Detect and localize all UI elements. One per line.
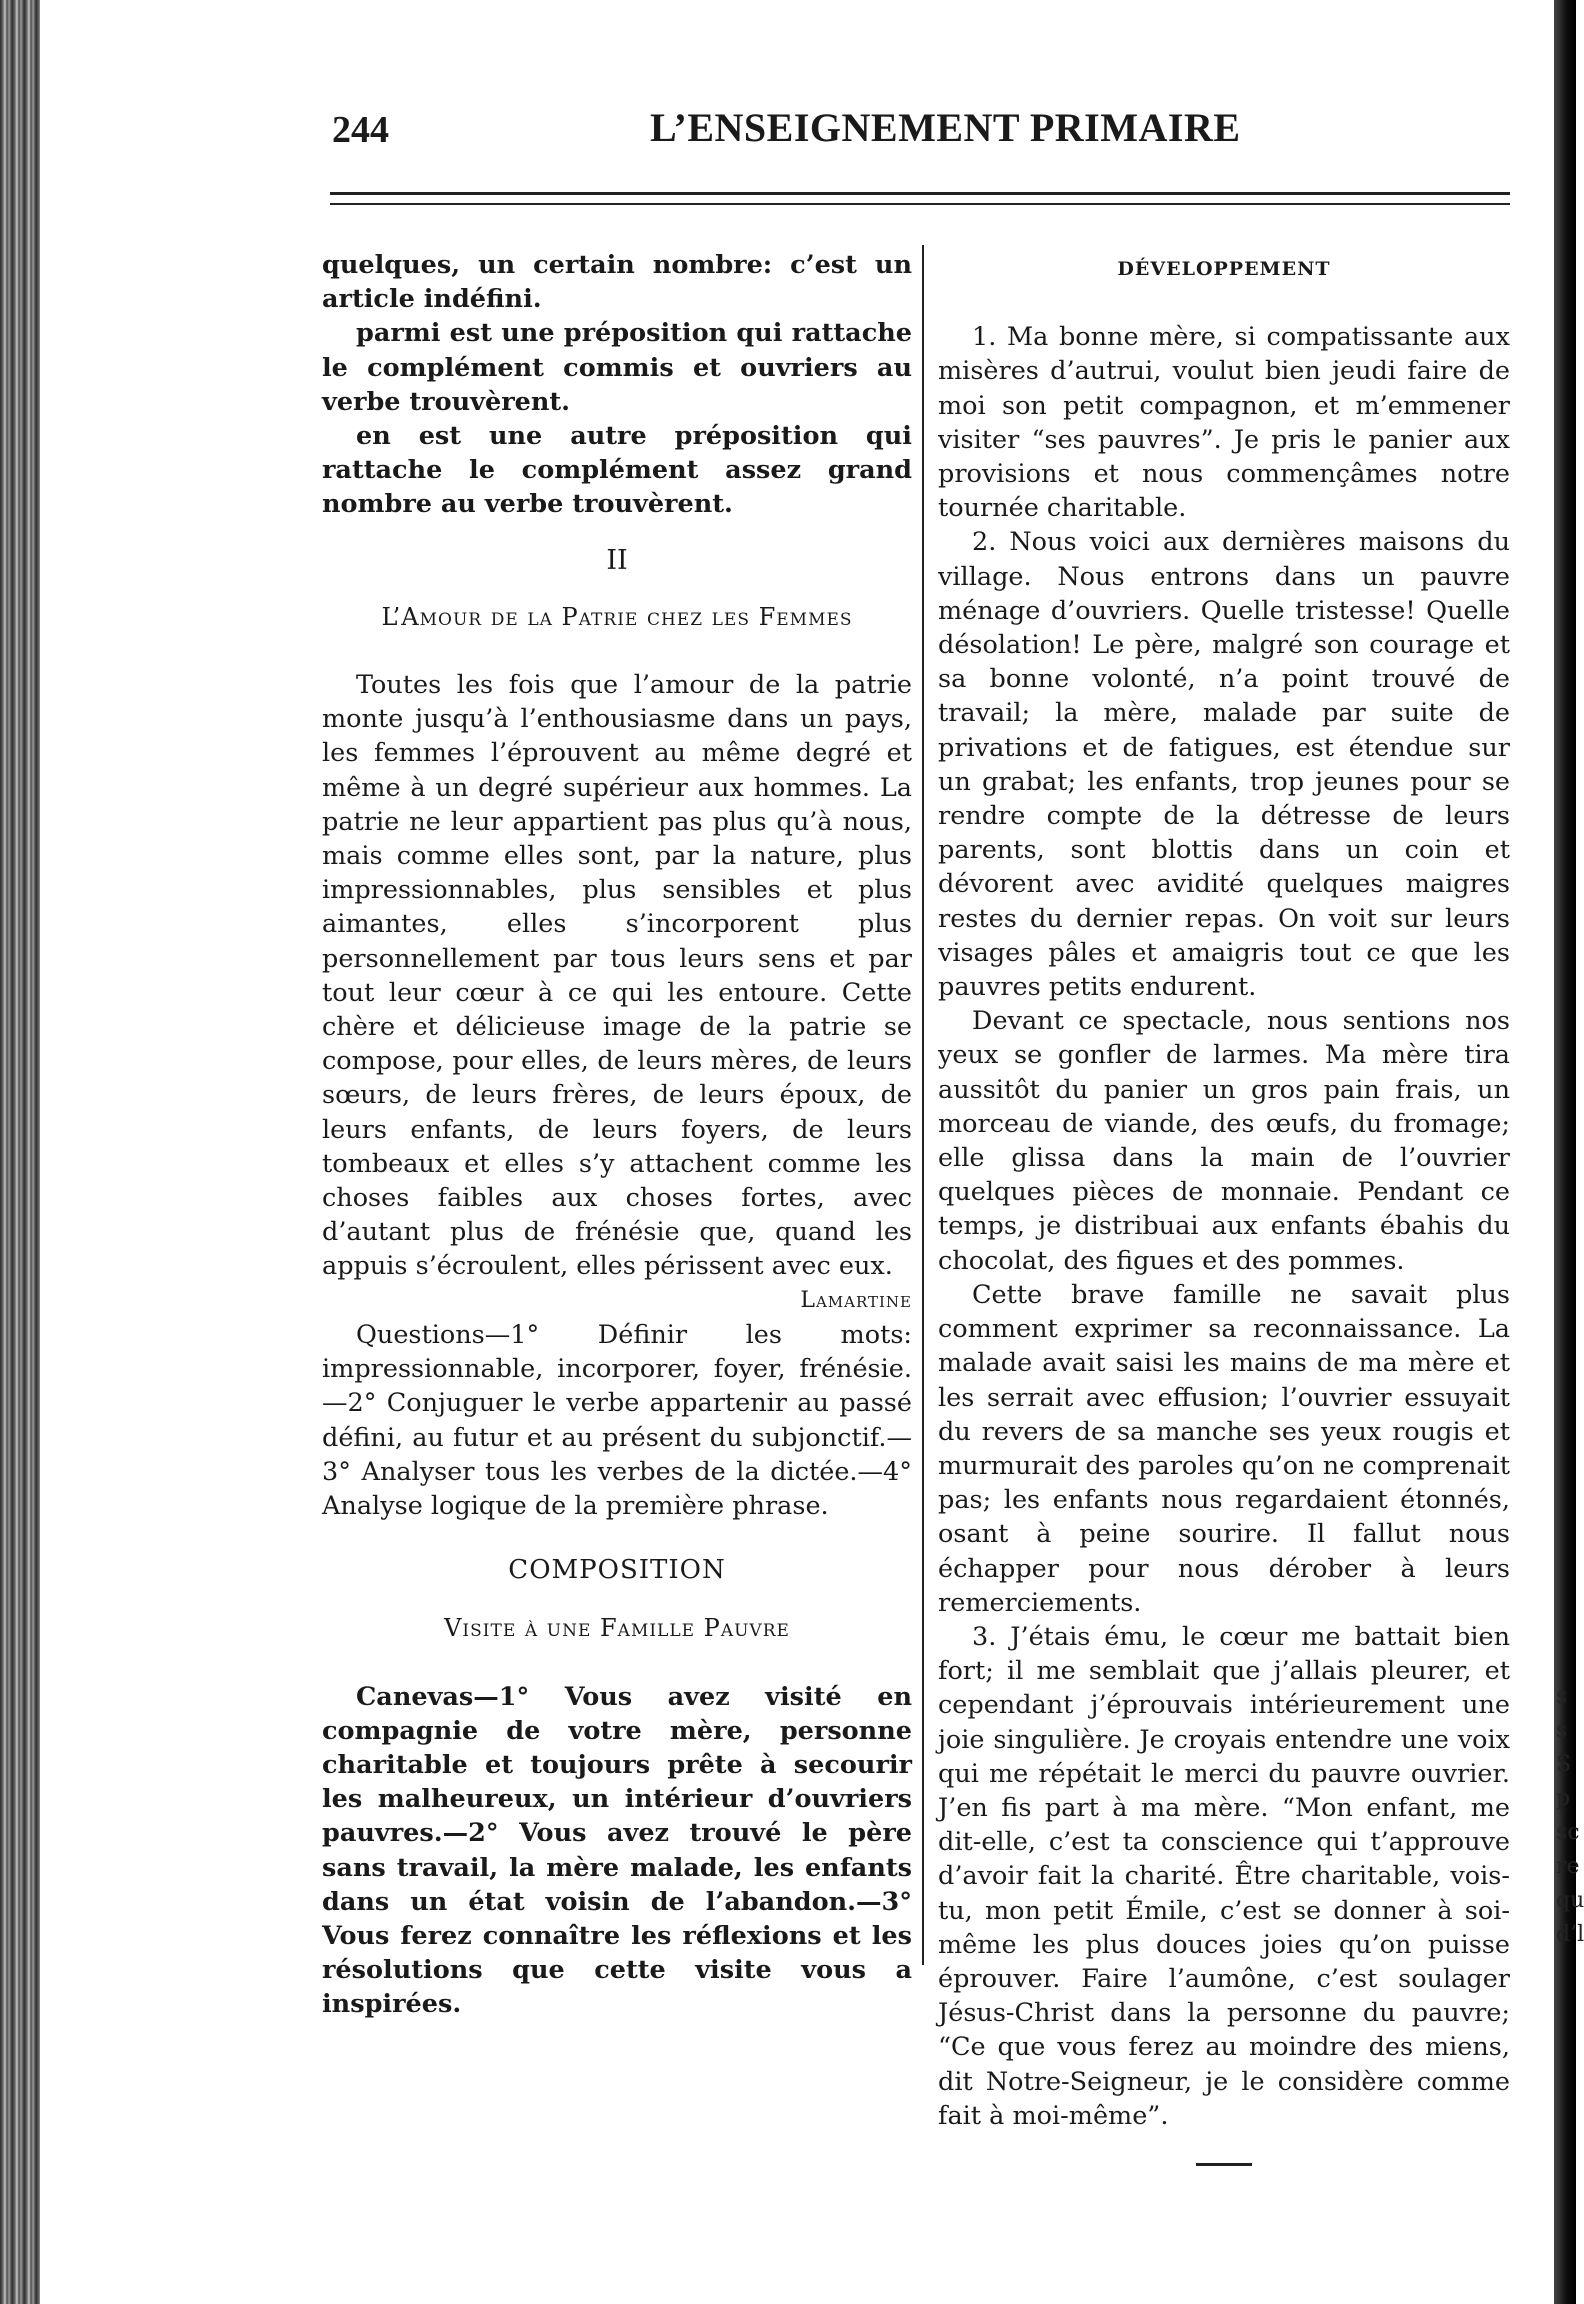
edge-fragment: s — [1556, 1718, 1568, 1743]
right-column — [938, 248, 1510, 2166]
grammar-note-en: en est une autre préposition qui rattache le complément assez grand nombre au verbe trouvèrent. — [322, 421, 912, 520]
header-rule-thin — [330, 203, 1510, 205]
header-rule-thick — [330, 192, 1510, 195]
developpement-paragraph-1: 1. Ma bonne mère, si compatissante aux misères d’autrui, voulut bien jeudi faire de moi son petit compagnon, et m’emmener visiter “ses pauvres”. Je pris le panier aux provisions et nous commençâmes notre tournée charitable. — [938, 322, 1510, 524]
section-number: II — [606, 544, 628, 576]
column-divider — [922, 245, 924, 1965]
developpement-paragraph-4: Cette brave famille ne savait plus comment exprimer sa reconnaissance. La malade avait saisi les mains de ma mère et les serrait avec effusion; l’ouvrier essuyait du revers de sa manche ses yeux rougis et murmurait des paroles qu’on ne comprenait pas; les enfants nous regardaient étonnés, osant à peine sourire. Il fallut nous échapper pour nous dérober à leurs remerciements. — [938, 1279, 1510, 1618]
edge-fragment: d’l — [1556, 1922, 1584, 1947]
edge-fragment: sc — [1556, 1820, 1580, 1845]
edge-fragment: re — [1556, 1854, 1580, 1879]
developpement-heading: DÉVELOPPEMENT — [1117, 258, 1331, 280]
developpement-paragraph-3: Devant ce spectacle, nous sentions nos yeux se gonfler de larmes. Ma mère tira aussitôt du panier un gros pain frais, un morceau de viande, des œufs, du fromage; elle glissa dans la main de l’ouvrier quelques pièces de monnaie. Pendant ce temps, je distribuai aux enfants ébahis du chocolat, des figues et des pommes. — [938, 1006, 1510, 1276]
dictation-text: Toutes les fois que l’amour de la patrie monte jusqu’à l’enthousiasme dans un pays, les femmes l’éprouvent au même degré et même à un degré supérieur aux hommes. La patrie ne leur appartient pas plus qu’à nous, mais comme elles sont, par la nature, plus impressionnables, plus sensibles et plus aimantes, elles s’incorporent plus personnellement par tous leurs sens et par tout leur cœur à ce qui les entoure. Cette chère et délicieuse image de la patrie se compose, pour elles, de leurs mères, de leurs sœurs, de leurs frères, de leurs époux, de leurs enfants, de leurs foyers, de leurs tombeaux et elles s’y attachent comme les choses faibles aux choses fortes, avec d’autant plus de frénésie que, quand les appuis s’écroulent, elles périssent avec eux. — [322, 670, 912, 1282]
page-right-edge-shadow — [1554, 0, 1584, 2304]
edge-fragment: p — [1556, 1786, 1571, 1811]
composition-heading: COMPOSITION — [508, 1555, 726, 1586]
developpement-paragraph-2: 2. Nous voici aux dernières maisons du village. Nous entrons dans un pauvre ménage d’ouvriers. Quelle tristesse! Quelle désolation! Le père, malgré son courage et sa bonne volonté, n’a point trouvé de travail; la mère, malade par suite de privations et de fatigues, est étendue sur un grabat; les enfants, trop jeunes pour se rendre compte de la détresse de leurs parents, sont blottis dans un coin et dévorent avec avidité quelques maigres restes du dernier repas. On voit sur leurs visages pâles et amaigris tout ce que les pauvres petits endurent. — [938, 527, 1510, 1003]
edge-fragment: s — [1556, 1684, 1568, 1709]
edge-fragment: qu — [1556, 1888, 1584, 1913]
edge-fragment: S — [1556, 1752, 1572, 1777]
page-number: 244 — [332, 109, 389, 151]
composition-title: Visite à une Famille Pauvre — [444, 1614, 790, 1643]
questions-text: Questions—1° Définir les mots: impressionnable, incorporer, foyer, frénésie.—2° Conjuguer le verbe appartenir au passé défini, au futur et au présent du subjonctif.—3° Analyser tous les verbes de la dictée.—4° Analyse logique de la première phrase. — [322, 1319, 912, 1521]
closing-rule — [1196, 2163, 1252, 2166]
canevas-text: Canevas—1° Vous avez visité en compagnie de votre mère, personne charitable et toujours prête à secourir les malheureux, un intérieur d’ouvriers pauvres.—2° Vous avez trouvé le père sans travail, la mère malade, les enfants dans un état voisin de l’abandon.—3° Vous ferez connaître les réflexions et les résolutions que cette visite vous a inspirées. — [322, 1681, 912, 2020]
grammar-note-parmi: parmi est une préposition qui rattache le complément commis et ouvriers au verbe trouvèrent. — [322, 318, 912, 417]
adjacent-page-fragment — [1556, 1680, 1584, 1952]
running-title: L’ENSEIGNEMENT PRIMAIRE — [650, 105, 1241, 150]
developpement-paragraph-5: 3. J’étais ému, le cœur me battait bien fort; il me semblait que j’allais pleurer, et cependant j’éprouvais intérieurement une joie singulière. Je croyais entendre une voix qui me répétait le merci du pauvre ouvrier. J’en fis part à ma mère. “Mon enfant, me dit-elle, c’est ta conscience qui t’approuve d’avoir fait la charité. Être charitable, vois-tu, mon petit Émile, c’est se donner à soi-même les plus douces joies qu’on puisse éprouver. Faire l’aumône, c’est soulager Jésus-Christ dans la personne du pauvre; “Ce que vous ferez au moindre des miens, dit Notre-Seigneur, je le considère comme fait à moi-même”. — [938, 1621, 1510, 2131]
dictation-title: L’Amour de la Patrie chez les Femmes — [381, 602, 853, 631]
book-binding-edge — [0, 0, 40, 2304]
dictation-attribution: Lamartine — [800, 1287, 912, 1313]
left-column — [322, 248, 912, 2022]
grammar-note-quelques: quelques, un certain nombre: c’est un article indéfini. — [322, 250, 912, 315]
